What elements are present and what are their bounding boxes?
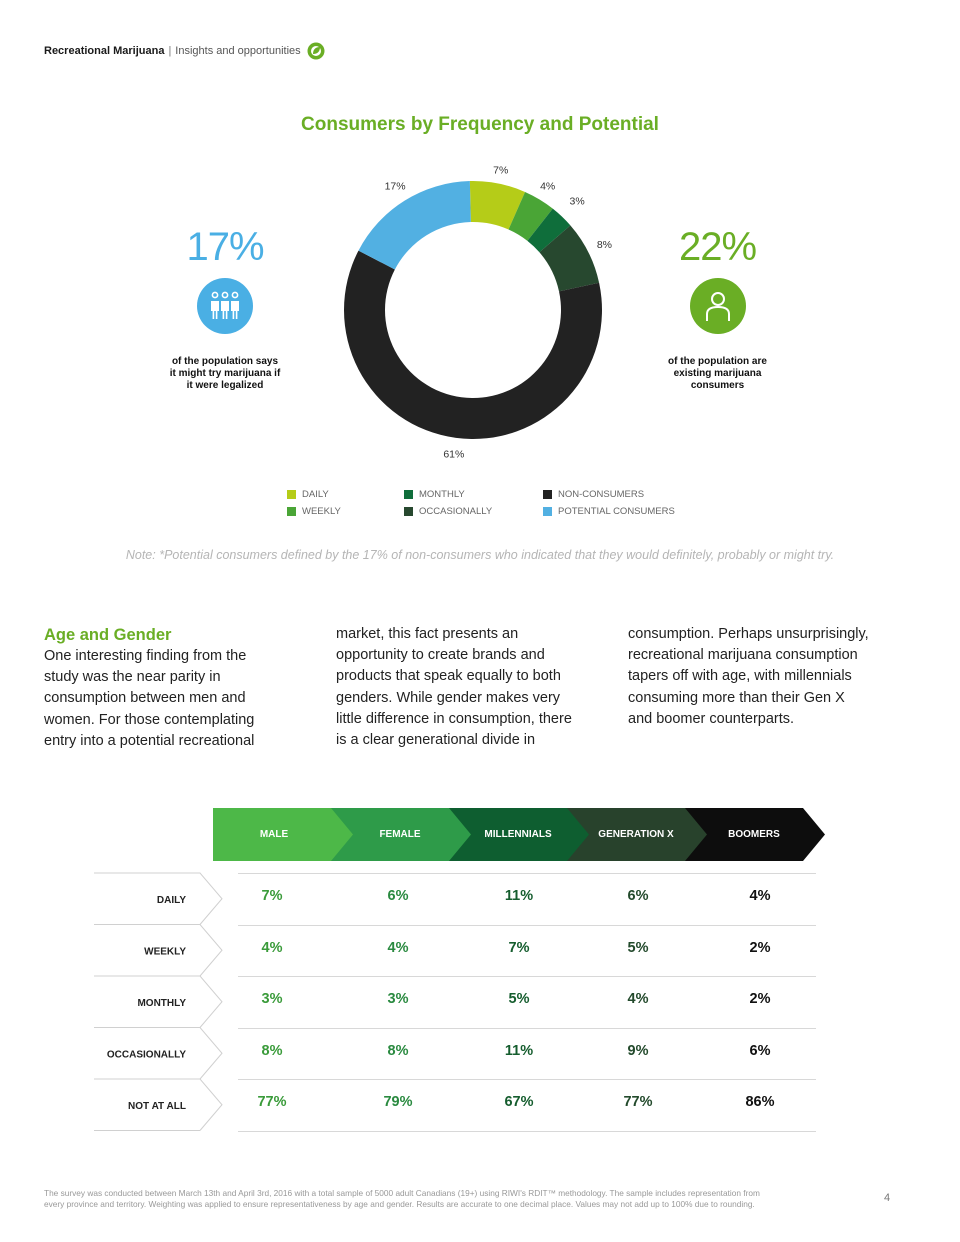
table-cell: 2%	[749, 939, 771, 956]
report-brand: Recreational Marijuana	[44, 45, 165, 57]
chart-title: Consumers by Frequency and Potential	[301, 114, 659, 135]
table-cell: 77%	[257, 1094, 287, 1110]
chart-legend	[287, 487, 707, 527]
table-cell: 3%	[261, 991, 283, 1007]
table-row-divider	[238, 873, 816, 874]
row-label: DAILY	[156, 894, 186, 906]
table-row-divider	[238, 976, 816, 977]
section-heading: Age and Gender	[44, 626, 172, 644]
body-column-3: consumption. Perhaps unsurprisingly, recreational marijuana consumption tapers off with age, with millennials consuming more than their Gen X and boomer counterparts.	[628, 626, 869, 727]
column-header-label: MILLENNIALS	[484, 829, 552, 840]
body-column-1: Age and Gender One interesting finding from the study was the near parity in consumption between men and women. For those contemplating entry into a potential recreational	[44, 624, 304, 752]
table-cell: 67%	[504, 1094, 534, 1110]
legend-swatch	[543, 507, 552, 516]
column-header-label: MALE	[259, 829, 289, 840]
legend-item: MONTHLY	[404, 489, 465, 500]
table-cell: 11%	[504, 1042, 534, 1059]
table-cell: 4%	[627, 991, 649, 1007]
existing-consumers-description: of the population are existing marijuana consumers	[668, 356, 767, 391]
donut-label: 7%	[493, 164, 509, 177]
table-cell: 9%	[627, 1042, 649, 1059]
table-row-divider	[238, 1131, 816, 1132]
column-header-label: GENERATION X	[598, 829, 674, 840]
legend-item: WEEKLY	[287, 506, 341, 517]
table-cell: 2%	[749, 991, 771, 1007]
table-header-chevrons	[213, 808, 838, 861]
table-cell: 7%	[261, 888, 283, 904]
table-cell: 8%	[387, 1042, 409, 1059]
legend-item: DAILY	[287, 489, 329, 500]
table-row-divider	[238, 925, 816, 926]
donut-label: 17%	[384, 180, 406, 193]
table-cell: 5%	[627, 939, 649, 956]
row-label: OCCASIONALLY	[106, 1049, 186, 1061]
table-cell: 4%	[261, 939, 283, 956]
potential-consumers-description: of the population says it might try marijuana if it were legalized	[169, 356, 281, 391]
table-cell: 3%	[387, 991, 409, 1007]
donut-segment-potential-consumers	[358, 181, 470, 269]
table-cell: 4%	[749, 888, 771, 904]
legend-item: POTENTIAL CONSUMERS	[543, 506, 675, 517]
table-cell: 86%	[745, 1094, 775, 1110]
table-cell: 77%	[623, 1094, 653, 1110]
page-header	[44, 42, 325, 60]
donut-label: 8%	[596, 239, 613, 252]
table-row-divider	[238, 1079, 816, 1080]
existing-consumers-value: 22%	[678, 225, 757, 269]
donut-chart	[330, 150, 620, 470]
legend-item: OCCASIONALLY	[404, 506, 492, 517]
person-icon	[690, 278, 746, 334]
donut-label: 4%	[540, 180, 556, 193]
header-separator: |	[168, 45, 172, 57]
table-cell: 6%	[749, 1042, 771, 1059]
table-cell: 11%	[504, 888, 534, 904]
table-cell: 79%	[383, 1094, 413, 1110]
legend-swatch	[543, 490, 552, 499]
people-group-icon	[197, 278, 253, 334]
leaf-logo-icon	[307, 42, 325, 60]
page-number: 4	[884, 1192, 891, 1204]
donut-label: 3%	[569, 195, 585, 208]
table-cell: 6%	[387, 888, 409, 904]
table-row-labels	[94, 872, 226, 1134]
table-cell: 6%	[627, 888, 649, 904]
chart-note: Note: *Potential consumers defined by the 17% of non-consumers who indicated that they would definitely, probably or might try.	[125, 548, 835, 562]
row-label: WEEKLY	[144, 946, 186, 958]
report-subtitle: Insights and opportunities	[175, 45, 301, 57]
column-header-label: BOOMERS	[728, 829, 780, 840]
row-label: NOT AT ALL	[128, 1100, 186, 1112]
existing-consumers-stat	[640, 225, 795, 392]
table-cell: 4%	[387, 939, 409, 956]
donut-label: 61%	[443, 448, 465, 461]
legend-swatch	[287, 490, 296, 499]
table-cell: 8%	[261, 1042, 283, 1059]
legend-swatch	[287, 507, 296, 516]
legend-swatch	[404, 490, 413, 499]
body-column-2: market, this fact presents an opportunity to create brands and products that speak equally to both genders. While gender makes very little difference in consumption, there is a clear generational divide in	[336, 626, 572, 749]
column-header-label: FEMALE	[379, 829, 421, 840]
table-row-divider	[238, 1028, 816, 1029]
legend-swatch	[404, 507, 413, 516]
potential-consumers-stat	[150, 225, 300, 392]
row-label: MONTHLY	[137, 997, 186, 1009]
table-cell: 5%	[508, 991, 530, 1007]
potential-consumers-value: 17%	[186, 225, 264, 269]
table-cell: 7%	[508, 939, 530, 956]
legend-item: NON-CONSUMERS	[543, 489, 644, 500]
footnote: The survey was conducted between March 13th and April 3rd, 2016 with a total sample of 5000 adult Canadians (19+) using RIWI's RDIT™ methodology. The sample includes representation from every province and territory. Weighting was applied to ensure representativeness by age and gender. Results are accurate to one decimal place. Values may not add up to 100% due to rounding.	[44, 1188, 760, 1209]
